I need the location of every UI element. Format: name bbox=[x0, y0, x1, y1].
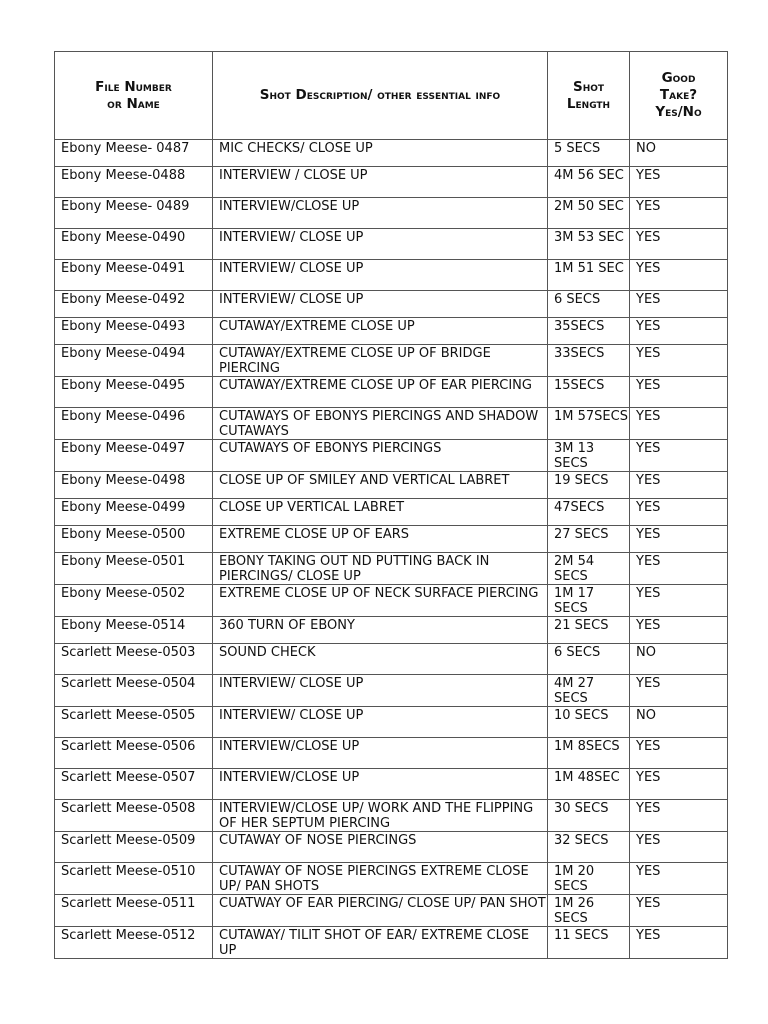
table-row bbox=[55, 617, 728, 644]
shot-description-cell: INTERVIEW/ CLOSE UP bbox=[213, 229, 548, 260]
shot-description-cell: INTERVIEW / CLOSE UP bbox=[213, 167, 548, 198]
good-take-cell: YES bbox=[630, 440, 728, 472]
good-take-cell: YES bbox=[630, 318, 728, 345]
good-take-cell: YES bbox=[630, 863, 728, 895]
file-name-cell: Scarlett Meese-0503 bbox=[55, 644, 213, 675]
good-take-cell: YES bbox=[630, 499, 728, 526]
good-take-cell: YES bbox=[630, 167, 728, 198]
table-row bbox=[55, 526, 728, 553]
table-row bbox=[55, 291, 728, 318]
table-row bbox=[55, 863, 728, 895]
header-file-number: File Number or Name bbox=[55, 52, 213, 140]
table-row bbox=[55, 345, 728, 377]
file-name-cell: Scarlett Meese-0506 bbox=[55, 738, 213, 769]
file-name-cell: Ebony Meese-0498 bbox=[55, 472, 213, 499]
shot-description-cell: CUTAWAY OF NOSE PIERCINGS EXTREME CLOSE UP/ PAN SHOTS bbox=[213, 863, 548, 895]
shot-description-cell: INTERVIEW/ CLOSE UP bbox=[213, 707, 548, 738]
file-name-cell: Ebony Meese-0495 bbox=[55, 377, 213, 408]
shot-length-cell: 35SECS bbox=[548, 318, 630, 345]
good-take-cell: YES bbox=[630, 675, 728, 707]
good-take-cell: NO bbox=[630, 707, 728, 738]
shot-description-cell: 360 TURN OF EBONY bbox=[213, 617, 548, 644]
good-take-cell: YES bbox=[630, 345, 728, 377]
table-row bbox=[55, 260, 728, 291]
table-row bbox=[55, 644, 728, 675]
shot-log-table bbox=[54, 51, 728, 959]
shot-length-cell: 4M 27 SECS bbox=[548, 675, 630, 707]
good-take-cell: YES bbox=[630, 617, 728, 644]
table-row bbox=[55, 408, 728, 440]
table-row bbox=[55, 738, 728, 769]
header-row bbox=[55, 52, 728, 140]
shot-description-cell: CUTAWAY/ TILIT SHOT OF EAR/ EXTREME CLOSE UP bbox=[213, 927, 548, 959]
shot-description-cell: CUTAWAY/EXTREME CLOSE UP OF BRIDGE PIERCING bbox=[213, 345, 548, 377]
file-name-cell: Ebony Meese- 0487 bbox=[55, 140, 213, 167]
good-take-cell: YES bbox=[630, 553, 728, 585]
file-name-cell: Ebony Meese- 0489 bbox=[55, 198, 213, 229]
table-row bbox=[55, 198, 728, 229]
table-row bbox=[55, 229, 728, 260]
table-row bbox=[55, 895, 728, 927]
shot-length-cell: 3M 13 SECS bbox=[548, 440, 630, 472]
shot-length-cell: 5 SECS bbox=[548, 140, 630, 167]
good-take-cell: YES bbox=[630, 832, 728, 863]
shot-description-cell: SOUND CHECK bbox=[213, 644, 548, 675]
shot-description-cell: CUTAWAYS OF EBONYS PIERCINGS AND SHADOW CUTAWAYS bbox=[213, 408, 548, 440]
header-shot-description: Shot Description/ other essential info bbox=[213, 52, 548, 140]
table-row bbox=[55, 585, 728, 617]
shot-length-cell: 6 SECS bbox=[548, 291, 630, 318]
shot-description-cell: EXTREME CLOSE UP OF EARS bbox=[213, 526, 548, 553]
file-name-cell: Ebony Meese-0490 bbox=[55, 229, 213, 260]
shot-description-cell: INTERVIEW/CLOSE UP bbox=[213, 738, 548, 769]
file-name-cell: Ebony Meese-0488 bbox=[55, 167, 213, 198]
table-row bbox=[55, 167, 728, 198]
shot-length-cell: 2M 54 SECS bbox=[548, 553, 630, 585]
table-row bbox=[55, 440, 728, 472]
good-take-cell: YES bbox=[630, 585, 728, 617]
file-name-cell: Ebony Meese-0500 bbox=[55, 526, 213, 553]
shot-length-cell: 33SECS bbox=[548, 345, 630, 377]
shot-description-cell: CLOSE UP VERTICAL LABRET bbox=[213, 499, 548, 526]
good-take-cell: NO bbox=[630, 644, 728, 675]
good-take-cell: YES bbox=[630, 800, 728, 832]
shot-description-cell: CUTAWAY OF NOSE PIERCINGS bbox=[213, 832, 548, 863]
good-take-cell: NO bbox=[630, 140, 728, 167]
shot-length-cell: 4M 56 SEC bbox=[548, 167, 630, 198]
file-name-cell: Ebony Meese-0501 bbox=[55, 553, 213, 585]
shot-length-cell: 27 SECS bbox=[548, 526, 630, 553]
shot-length-cell: 30 SECS bbox=[548, 800, 630, 832]
shot-description-cell: MIC CHECKS/ CLOSE UP bbox=[213, 140, 548, 167]
shot-length-cell: 1M 8SECS bbox=[548, 738, 630, 769]
table-body bbox=[55, 140, 728, 959]
good-take-cell: YES bbox=[630, 472, 728, 499]
shot-description-cell: CUTAWAYS OF EBONYS PIERCINGS bbox=[213, 440, 548, 472]
file-name-cell: Ebony Meese-0502 bbox=[55, 585, 213, 617]
shot-description-cell: CUTAWAY/EXTREME CLOSE UP bbox=[213, 318, 548, 345]
good-take-cell: YES bbox=[630, 229, 728, 260]
table-row bbox=[55, 553, 728, 585]
good-take-cell: YES bbox=[630, 377, 728, 408]
file-name-cell: Scarlett Meese-0511 bbox=[55, 895, 213, 927]
header-shot-length: Shot Length bbox=[548, 52, 630, 140]
shot-description-cell: INTERVIEW/CLOSE UP bbox=[213, 198, 548, 229]
shot-length-cell: 1M 26 SECS bbox=[548, 895, 630, 927]
shot-description-cell: INTERVIEW/CLOSE UP/ WORK AND THE FLIPPING OF HER SEPTUM PIERCING bbox=[213, 800, 548, 832]
file-name-cell: Ebony Meese-0492 bbox=[55, 291, 213, 318]
header-good-take: Good Take? Yes/No bbox=[630, 52, 728, 140]
file-name-cell: Scarlett Meese-0504 bbox=[55, 675, 213, 707]
shot-length-cell: 32 SECS bbox=[548, 832, 630, 863]
table-row bbox=[55, 472, 728, 499]
file-name-cell: Scarlett Meese-0505 bbox=[55, 707, 213, 738]
table-row bbox=[55, 318, 728, 345]
shot-description-cell: INTERVIEW/CLOSE UP bbox=[213, 769, 548, 800]
shot-description-cell: INTERVIEW/ CLOSE UP bbox=[213, 675, 548, 707]
file-name-cell: Ebony Meese-0491 bbox=[55, 260, 213, 291]
table-row bbox=[55, 832, 728, 863]
shot-description-cell: EXTREME CLOSE UP OF NECK SURFACE PIERCING bbox=[213, 585, 548, 617]
good-take-cell: YES bbox=[630, 769, 728, 800]
good-take-cell: YES bbox=[630, 895, 728, 927]
good-take-cell: YES bbox=[630, 198, 728, 229]
shot-length-cell: 2M 50 SEC bbox=[548, 198, 630, 229]
shot-length-cell: 10 SECS bbox=[548, 707, 630, 738]
table-row bbox=[55, 927, 728, 959]
shot-length-cell: 6 SECS bbox=[548, 644, 630, 675]
shot-length-cell: 1M 48SEC bbox=[548, 769, 630, 800]
shot-length-cell: 1M 51 SEC bbox=[548, 260, 630, 291]
table-row bbox=[55, 769, 728, 800]
file-name-cell: Ebony Meese-0514 bbox=[55, 617, 213, 644]
file-name-cell: Ebony Meese-0496 bbox=[55, 408, 213, 440]
shot-length-cell: 47SECS bbox=[548, 499, 630, 526]
table-row bbox=[55, 377, 728, 408]
shot-description-cell: CUATWAY OF EAR PIERCING/ CLOSE UP/ PAN SHOT bbox=[213, 895, 548, 927]
table-row bbox=[55, 140, 728, 167]
file-name-cell: Ebony Meese-0499 bbox=[55, 499, 213, 526]
shot-description-cell: CUTAWAY/EXTREME CLOSE UP OF EAR PIERCING bbox=[213, 377, 548, 408]
shot-description-cell: INTERVIEW/ CLOSE UP bbox=[213, 260, 548, 291]
file-name-cell: Scarlett Meese-0512 bbox=[55, 927, 213, 959]
shot-length-cell: 21 SECS bbox=[548, 617, 630, 644]
file-name-cell: Ebony Meese-0493 bbox=[55, 318, 213, 345]
good-take-cell: YES bbox=[630, 738, 728, 769]
shot-length-cell: 15SECS bbox=[548, 377, 630, 408]
file-name-cell: Ebony Meese-0494 bbox=[55, 345, 213, 377]
good-take-cell: YES bbox=[630, 526, 728, 553]
table-row bbox=[55, 707, 728, 738]
table-row bbox=[55, 800, 728, 832]
good-take-cell: YES bbox=[630, 260, 728, 291]
shot-description-cell: EBONY TAKING OUT ND PUTTING BACK IN PIERCINGS/ CLOSE UP bbox=[213, 553, 548, 585]
good-take-cell: YES bbox=[630, 927, 728, 959]
shot-length-cell: 1M 57SECS bbox=[548, 408, 630, 440]
file-name-cell: Ebony Meese-0497 bbox=[55, 440, 213, 472]
shot-description-cell: INTERVIEW/ CLOSE UP bbox=[213, 291, 548, 318]
file-name-cell: Scarlett Meese-0509 bbox=[55, 832, 213, 863]
shot-length-cell: 1M 17 SECS bbox=[548, 585, 630, 617]
table-row bbox=[55, 675, 728, 707]
shot-length-cell: 1M 20 SECS bbox=[548, 863, 630, 895]
file-name-cell: Scarlett Meese-0510 bbox=[55, 863, 213, 895]
shot-length-cell: 3M 53 SEC bbox=[548, 229, 630, 260]
table-row bbox=[55, 499, 728, 526]
good-take-cell: YES bbox=[630, 291, 728, 318]
shot-description-cell: CLOSE UP OF SMILEY AND VERTICAL LABRET bbox=[213, 472, 548, 499]
shot-length-cell: 11 SECS bbox=[548, 927, 630, 959]
good-take-cell: YES bbox=[630, 408, 728, 440]
shot-length-cell: 19 SECS bbox=[548, 472, 630, 499]
file-name-cell: Scarlett Meese-0507 bbox=[55, 769, 213, 800]
file-name-cell: Scarlett Meese-0508 bbox=[55, 800, 213, 832]
